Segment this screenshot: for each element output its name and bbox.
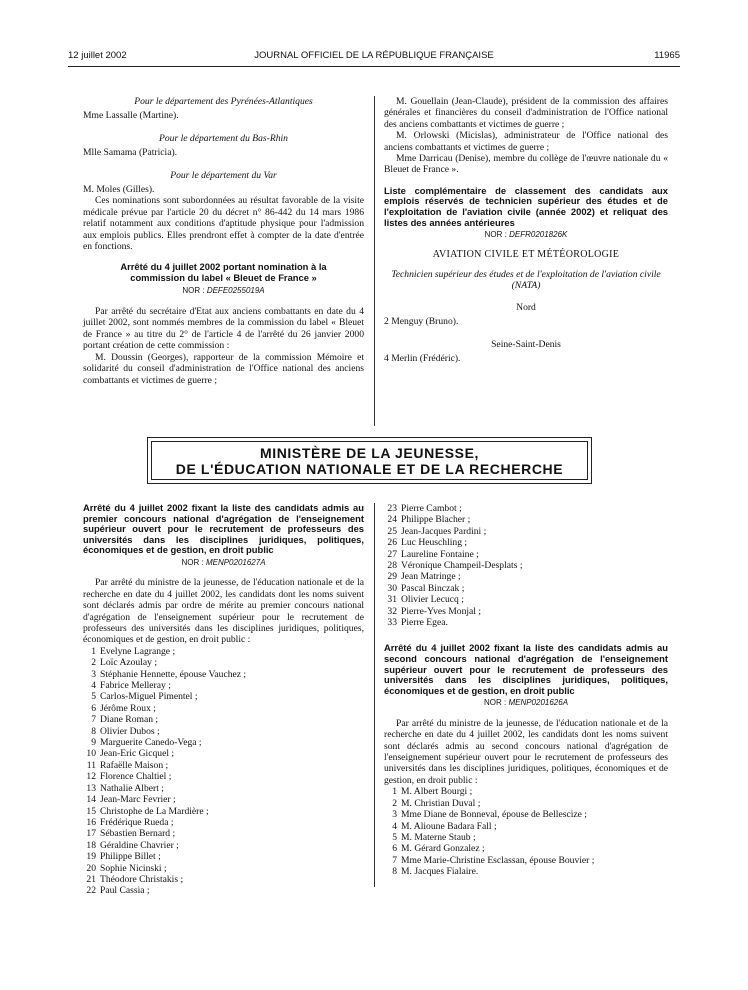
top-left-column bbox=[83, 96, 364, 386]
subsection-heading: Technicien supérieur des études et de l'exploitation de l'aviation civile (NATA) bbox=[391, 269, 661, 292]
rank: 24 bbox=[387, 514, 397, 526]
decree-paragraph: Par arrêté du ministre de la jeunesse, de l'éducation nationale et de la recherche en date du 4 juillet 2002, les candidats dont les noms suivent sont déclarés admis par ordre de mérite au premier concours national d'agrégation de l'enseignement supérieur pour le recrutement de professeurs des universités dans les disciplines juridiques, politiques, économiques et de gestion, en droit public : bbox=[83, 577, 364, 646]
candidate-name: Jean-Marc Fevrier ; bbox=[100, 794, 176, 806]
rank: 8 bbox=[392, 866, 397, 878]
nor-label: NOR : bbox=[483, 698, 507, 708]
rank: 1 bbox=[91, 645, 96, 657]
candidate-name: Jean Matringe ; bbox=[401, 571, 461, 583]
appointee: Mlle Samama (Patricia). bbox=[83, 147, 178, 159]
candidate-item bbox=[384, 583, 668, 594]
rank: 3 bbox=[91, 668, 96, 680]
header-rule bbox=[68, 66, 680, 67]
rank: 4 bbox=[392, 820, 397, 832]
region-heading: Nord bbox=[516, 301, 536, 313]
region-heading: Seine-Saint-Denis bbox=[491, 338, 561, 350]
nominations-paragraph: Ces nominations sont subordonnées au résultat favorable de la visite médicale prévue par l'article 20 du décret n° 86-442 du 14 mars 1986 relatif notamment aux conditions d'aptitude physique pour l'admission aux emplois publics. Elles prendront effet à compter de la date d'entrée en fonctions. bbox=[83, 195, 364, 253]
nor-code: DEFE0255019A bbox=[206, 285, 265, 295]
rank: 28 bbox=[387, 560, 397, 572]
commission-member: Mme Darricau (Denise), membre du collège de l'œuvre nationale du « Bleuet de France ». bbox=[384, 153, 668, 176]
rank: 13 bbox=[86, 782, 96, 794]
decree-title: Arrêté du 4 juillet 2002 fixant la liste des candidats admis au premier concours national d'agrégation de l'enseignement supérieur ouvert pour le recrutement de professeurs des universités dans les disciplines juridiques, politiques, économiques et de gestion, en droit public bbox=[83, 502, 364, 556]
header-page-number: 11965 bbox=[654, 50, 680, 61]
decree-title: Arrêté du 4 juillet 2002 fixant la liste des candidats admis au second concours national d'agrégation de l'enseignement supérieur ouvert pour le recrutement de professeurs des universités dans les disciplines juridiques, politiques, économiques et de gestion, en droit public bbox=[384, 642, 668, 696]
rank: 8 bbox=[91, 725, 96, 737]
candidate-item bbox=[83, 828, 364, 839]
candidate-item bbox=[83, 760, 364, 771]
candidate-item bbox=[384, 571, 668, 582]
commission-member: M. Doussin (Georges), rapporteur de la commission Mémoire et solidarité du conseil d'administration de l'Office national des anciens combattants et victimes de guerre ; bbox=[83, 351, 364, 386]
candidate-name: Fabrice Melleray ; bbox=[100, 680, 171, 692]
candidate-name: Evelyne Lagrange ; bbox=[100, 645, 176, 657]
rank: 3 bbox=[392, 809, 397, 821]
header-journal-title: JOURNAL OFFICIEL DE LA RÉPUBLIQUE FRANÇAISE bbox=[254, 50, 494, 61]
rank: 30 bbox=[387, 582, 397, 594]
candidate-item bbox=[384, 594, 668, 605]
rank: 21 bbox=[86, 873, 96, 885]
nor-code: DEFR0201826K bbox=[509, 230, 568, 240]
candidate-name: Laureline Fontaine ; bbox=[401, 548, 479, 560]
candidate-name: Pierre Cambot ; bbox=[401, 503, 462, 514]
rank: 11 bbox=[86, 759, 96, 771]
rank: 19 bbox=[86, 851, 96, 863]
candidate-name: Carlos-Miguel Pimentel ; bbox=[100, 691, 198, 703]
decree-nor bbox=[83, 557, 364, 568]
candidate-item bbox=[83, 726, 364, 737]
nor-code: MENP0201627A bbox=[205, 557, 266, 567]
candidate-item bbox=[384, 514, 668, 525]
candidate-item bbox=[83, 657, 364, 668]
rank: 29 bbox=[387, 571, 397, 583]
admitted-item bbox=[384, 843, 668, 854]
rank: 15 bbox=[86, 805, 96, 817]
candidate-name: Jérôme Roux ; bbox=[100, 702, 156, 714]
candidate-item bbox=[83, 646, 364, 657]
decree-title: Arrêté du 4 juillet 2002 portant nomination à la commission du label « Bleuet de France » bbox=[120, 261, 327, 284]
commission-member: M. Gouellain (Jean-Claude), président de la commission des affaires générales et financières du conseil d'administration de l'Office national des anciens combattants et victimes de guerre ; bbox=[384, 96, 668, 130]
ministry-name-line1: MINISTÈRE DE LA JEUNESSE, bbox=[259, 445, 480, 461]
rank: 23 bbox=[387, 503, 397, 514]
admitted-name: M. Jacques Fialaire. bbox=[401, 866, 479, 878]
rank: 14 bbox=[86, 794, 96, 806]
decree-nor bbox=[83, 285, 364, 296]
candidate-name: Florence Chaltiel ; bbox=[100, 771, 172, 783]
appointee: M. Moles (Gilles). bbox=[83, 184, 155, 196]
department-heading: Pour le département du Bas-Rhin bbox=[159, 132, 288, 144]
candidate-item bbox=[83, 703, 364, 714]
candidate-list-continued bbox=[384, 503, 668, 628]
admitted-name: M. Christian Duval ; bbox=[401, 797, 481, 809]
commission-member: M. Orlowski (Micislas), administrateur de l'Office national des anciens combattants et victimes de guerre ; bbox=[384, 130, 668, 153]
rank: 27 bbox=[387, 548, 397, 560]
candidate-name: Marguerite Canedo-Vega ; bbox=[100, 737, 202, 749]
admitted-item bbox=[384, 798, 668, 809]
candidate-item bbox=[83, 851, 364, 862]
rank: 17 bbox=[86, 828, 96, 840]
rank: 20 bbox=[86, 862, 96, 874]
decree-paragraph: Par arrêté du ministre de la jeunesse, de l'éducation nationale et de la recherche en date du 4 juillet 2002, les candidats dont les noms suivent sont déclarés admis au second concours national d'agrégation de l'enseignement supérieur ouvert pour le recrutement de professeurs des universités dans les disciplines juridiques, politiques, économiques et de gestion, en droit public : bbox=[384, 717, 668, 786]
rank: 5 bbox=[392, 831, 397, 843]
admitted-item bbox=[384, 866, 668, 877]
admitted-name: M. Materne Staub ; bbox=[401, 831, 476, 843]
candidate-item bbox=[83, 874, 364, 885]
candidate-name: Pascal Binczak ; bbox=[401, 582, 465, 594]
candidate-name: Véronique Champeil-Desplats ; bbox=[401, 560, 523, 572]
candidate-name: Olivier Lecucq ; bbox=[401, 594, 464, 606]
candidate-name: Diane Roman ; bbox=[100, 714, 159, 726]
candidate-item bbox=[384, 537, 668, 548]
candidate-item bbox=[384, 503, 668, 514]
candidate-name: Luc Heuschling ; bbox=[401, 537, 468, 549]
rank: 7 bbox=[392, 854, 397, 866]
section-heading: AVIATION CIVILE ET MÉTÉOROLOGIE bbox=[432, 248, 620, 260]
candidate-item bbox=[83, 885, 364, 896]
admitted-item bbox=[384, 855, 668, 866]
candidate-name: Paul Cassia ; bbox=[100, 885, 150, 897]
column-divider bbox=[374, 503, 375, 887]
candidate-name: Pierre Egea. bbox=[401, 617, 448, 629]
admitted-item bbox=[384, 786, 668, 797]
candidate-name: Pierre-Yves Monjal ; bbox=[401, 605, 482, 617]
admitted-item bbox=[384, 821, 668, 832]
candidate-name: Sébastien Bernard ; bbox=[100, 828, 176, 840]
admitted-name: M. Albert Bourgi ; bbox=[401, 786, 473, 798]
candidate-name: Philippe Billet ; bbox=[100, 851, 161, 863]
candidate-name: Jean-Eric Gicquel ; bbox=[100, 748, 175, 760]
candidate-name: Philippe Blacher ; bbox=[401, 514, 471, 526]
nor-label: NOR : bbox=[181, 557, 204, 567]
ministry-banner-inner bbox=[151, 441, 588, 480]
decree-paragraph: Par arrêté du secrétaire d'Etat aux anciens combattants en date du 4 juillet 2002, sont nommés membres de la commission du label « Bleuet de France » au titre du 2° de l'article 4 de l'arrêté du 26 janvier 2000 portant création de cette commission : bbox=[83, 306, 364, 352]
rank: 1 bbox=[392, 786, 397, 798]
candidate-item bbox=[83, 806, 364, 817]
candidate-item bbox=[83, 669, 364, 680]
rank: 22 bbox=[86, 885, 96, 897]
rank: 4 bbox=[91, 680, 96, 692]
candidate-item bbox=[384, 606, 668, 617]
candidate-item bbox=[384, 526, 668, 537]
candidate-name: Rafaëlle Maison ; bbox=[100, 759, 169, 771]
candidate-item bbox=[83, 691, 364, 702]
candidate-name: Frédérique Rueda ; bbox=[100, 816, 174, 828]
list-nor bbox=[384, 229, 668, 240]
nor-label: NOR : bbox=[182, 285, 205, 295]
rank: 25 bbox=[387, 525, 397, 537]
candidate-item bbox=[83, 737, 364, 748]
appointee: Mme Lassalle (Martine). bbox=[83, 110, 179, 122]
candidate-item bbox=[384, 549, 668, 560]
rank: 7 bbox=[91, 714, 96, 726]
rank: 2 bbox=[91, 657, 96, 669]
ministry-name-line2: DE L'ÉDUCATION NATIONALE ET DE LA RECHERCHE bbox=[175, 461, 564, 477]
candidate-item bbox=[83, 783, 364, 794]
candidate-item bbox=[83, 817, 364, 828]
nor-code: MENP0201626A bbox=[508, 698, 569, 708]
candidate-item bbox=[384, 560, 668, 571]
candidate-name: Géraldine Chavrier ; bbox=[100, 839, 179, 851]
candidate-item bbox=[83, 714, 364, 725]
candidate-name: Loïc Azoulay ; bbox=[100, 657, 158, 669]
decree-nor bbox=[384, 697, 668, 708]
rank: 6 bbox=[91, 702, 96, 714]
candidate-list bbox=[83, 646, 364, 897]
candidate-item bbox=[83, 680, 364, 691]
rank: 12 bbox=[86, 771, 96, 783]
candidate-item bbox=[83, 840, 364, 851]
rank: 16 bbox=[86, 816, 96, 828]
candidate-name: Sophie Nicinski ; bbox=[100, 862, 167, 874]
admitted-name: Mme Diane de Bonneval, épouse de Bellescize ; bbox=[401, 809, 587, 821]
candidate-item bbox=[83, 771, 364, 782]
ranked-entry: 2 Menguy (Bruno). bbox=[384, 316, 459, 328]
admitted-name: M. Gérard Gonzalez ; bbox=[401, 843, 485, 855]
admitted-item bbox=[384, 809, 668, 820]
candidate-item bbox=[83, 748, 364, 759]
nor-label: NOR : bbox=[484, 230, 507, 240]
rank: 2 bbox=[392, 797, 397, 809]
bottom-right-column bbox=[384, 503, 668, 878]
department-heading: Pour le département du Var bbox=[170, 169, 277, 181]
rank: 5 bbox=[91, 691, 96, 703]
candidate-name: Christophe de La Mardière ; bbox=[100, 805, 209, 817]
candidate-item bbox=[384, 617, 668, 628]
admitted-item bbox=[384, 832, 668, 843]
bottom-left-column bbox=[83, 503, 364, 897]
candidate-item bbox=[83, 863, 364, 874]
header-date: 12 juillet 2002 bbox=[68, 50, 127, 61]
ministry-banner bbox=[147, 437, 592, 484]
rank: 9 bbox=[91, 737, 96, 749]
rank: 6 bbox=[392, 843, 397, 855]
page-header bbox=[68, 50, 680, 64]
candidate-item bbox=[83, 794, 364, 805]
top-right-column bbox=[384, 96, 668, 364]
candidate-name: Théodore Christakis ; bbox=[100, 873, 184, 885]
rank: 33 bbox=[387, 617, 397, 629]
department-heading: Pour le département des Pyrénées-Atlantiques bbox=[134, 96, 313, 107]
candidate-name: Stéphanie Hennette, épouse Vauchez ; bbox=[100, 668, 247, 680]
admitted-name: Mme Marie-Christine Esclassan, épouse Bouvier ; bbox=[401, 854, 595, 866]
rank: 32 bbox=[387, 605, 397, 617]
rank: 18 bbox=[86, 839, 96, 851]
list-title: Liste complémentaire de classement des candidats aux emplois réservés de technicien supérieur des études et de l'exploitation de l'aviation civile (année 2002) et reliquat des listes des années antérieures bbox=[384, 184, 668, 228]
candidate-name: Nathalie Albert ; bbox=[100, 782, 164, 794]
candidate-name: Olivier Dubos ; bbox=[100, 725, 160, 737]
rank: 10 bbox=[86, 748, 96, 760]
candidate-name: Jean-Jacques Pardini ; bbox=[401, 525, 487, 537]
column-divider bbox=[374, 96, 375, 426]
admitted-list bbox=[384, 786, 668, 877]
rank: 31 bbox=[387, 594, 397, 606]
rank: 26 bbox=[387, 537, 397, 549]
admitted-name: M. Alioune Badara Fall ; bbox=[401, 820, 497, 832]
ranked-entry: 4 Merlin (Frédéric). bbox=[384, 353, 461, 365]
